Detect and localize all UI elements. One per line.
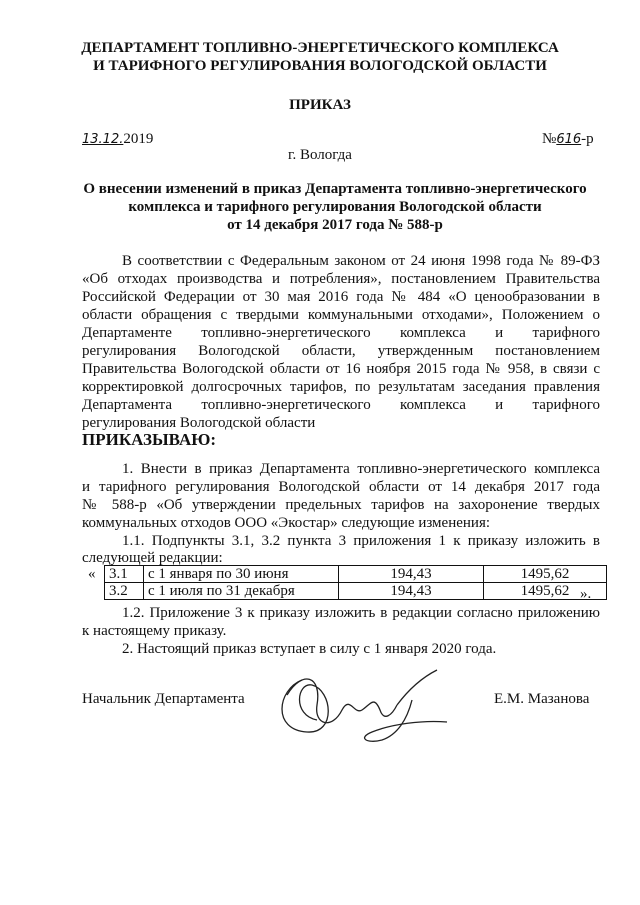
quote-open: « — [88, 566, 96, 582]
preamble-line: «Об отходах производства и потребления», постановлением Правительства — [82, 271, 600, 287]
item1-line: № 588-р «Об утверждении предельных тарифов на захоронение твердых — [82, 497, 600, 513]
row-period: с 1 января по 30 июня — [144, 566, 339, 583]
table-row — [105, 566, 607, 583]
department-header-line1: ДЕПАРТАМЕНТ ТОПЛИВНО-ЭНЕРГЕТИЧЕСКОГО КОМПЛЕКСА — [81, 40, 559, 56]
item2-line: 2. Настоящий приказ вступает в силу с 1 января 2020 года. — [122, 641, 497, 657]
order-title-line3: от 14 декабря 2017 года № 588-р — [227, 217, 443, 233]
signatory-position: Начальник Департамента — [82, 691, 245, 707]
row-period: с 1 июля по 31 декабря — [144, 583, 339, 600]
preamble-line: области обращения с твердыми коммунальными отходами», Положением о — [82, 307, 600, 323]
item12-line: 1.2. Приложение 3 к приказу изложить в редакции согласно приложению — [122, 605, 600, 621]
row-number: 3.2 — [105, 583, 144, 600]
item1-line: коммунальных отходов ООО «Экостар» следующие изменения: — [82, 515, 491, 531]
item12-line: к настоящему приказу. — [82, 623, 227, 639]
preamble-line: Правительства Вологодской области от 16 ноября 2015 года № 958, в связи с — [82, 361, 600, 377]
tariff-table — [104, 565, 607, 600]
row-tariff-1: 194,43 — [339, 566, 484, 583]
order-word: ПРИКАЗЫВАЮ: — [82, 430, 217, 449]
order-title-line1: О внесении изменений в приказ Департамента топливно-энергетического — [83, 181, 587, 197]
preamble-line: Департамента топливно-энергетического комплекса и тарифного — [82, 397, 600, 413]
city: г. Вологда — [288, 147, 352, 163]
preamble-line: Департаменте топливно-энергетического комплекса и тарифного — [82, 325, 600, 341]
row-number: 3.1 — [105, 566, 144, 583]
signatory-name: Е.М. Мазанова — [494, 691, 590, 707]
item11-line: следующей редакции: — [82, 550, 223, 566]
number-suffix: -р — [581, 131, 594, 147]
table-row — [105, 583, 607, 600]
preamble-line: регулирования Вологодской области — [82, 415, 316, 431]
item1-line: и тарифного регулирования Вологодской области от 14 декабря 2017 года — [82, 479, 600, 495]
row-tariff-1: 194,43 — [339, 583, 484, 600]
quote-close: ». — [580, 586, 592, 602]
row-tariff-2: 1495,62 — [484, 566, 607, 583]
department-header-line2: И ТАРИФНОГО РЕГУЛИРОВАНИЯ ВОЛОГОДСКОЙ ОБЛАСТИ — [93, 58, 547, 74]
item1-line: 1. Внести в приказ Департамента топливно-энергетического комплекса — [122, 461, 600, 477]
date-year: 2019 — [123, 131, 154, 147]
preamble-line: корректировкой долгосрочных тарифов, по результатам заседания правления — [82, 379, 600, 395]
preamble-line: регулирования Вологодской области, утвержденным постановлением — [82, 343, 600, 359]
date-handwritten: 13.12. — [82, 132, 124, 147]
handwritten-signature — [262, 660, 452, 750]
document-type: ПРИКАЗ — [289, 97, 351, 113]
item11-line: 1.1. Подпункты 3.1, 3.2 пункта 3 приложения 1 к приказу изложить в — [122, 533, 600, 549]
row-tariff-2: 1495,62 — [484, 583, 607, 600]
number-handwritten: 616 — [556, 132, 582, 147]
number-prefix: № — [542, 131, 557, 147]
preamble-line: Российской Федерации от 30 мая 2016 года № 484 «О ценообразовании в — [82, 289, 600, 305]
order-title-line2: комплекса и тарифного регулирования Вологодской области — [128, 199, 542, 215]
preamble-line: В соответствии с Федеральным законом от 24 июня 1998 года № 89-ФЗ — [122, 253, 600, 269]
